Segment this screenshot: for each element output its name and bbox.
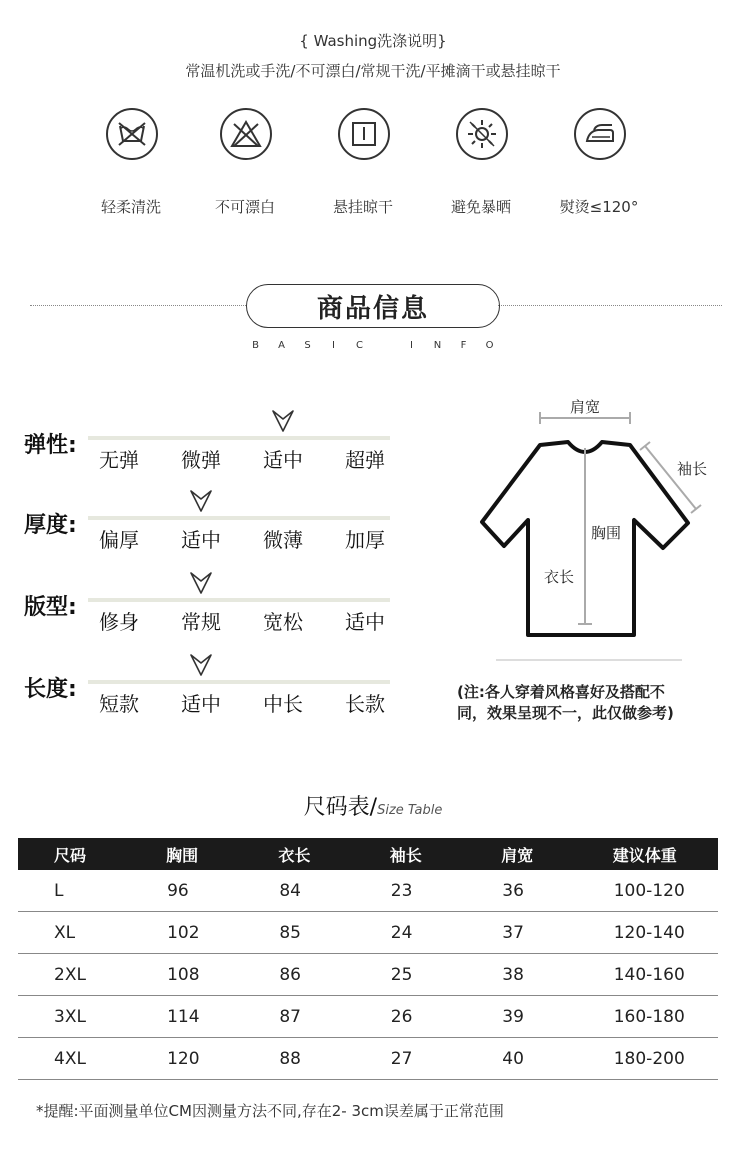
basic-info-title: 商品信息 [246, 284, 500, 328]
table-cell: XL [18, 912, 166, 954]
attribute-option: 修身 [99, 610, 139, 634]
size-table-title: 尺码表/Size Table [303, 795, 443, 820]
no-bleach-icon [220, 108, 272, 160]
table-cell: 114 [166, 996, 278, 1038]
table-cell: 120 [166, 1038, 278, 1080]
attribute-option: 超弹 [345, 448, 385, 472]
divider-left [30, 305, 246, 306]
attribute-label: 版型: [24, 595, 77, 620]
table-cell: 27 [390, 1038, 501, 1080]
table-cell: 4XL [18, 1038, 166, 1080]
measurement-remark: *提醒:平面测量单位CM因测量方法不同,存在2- 3cm误差属于正常范围 [36, 1102, 504, 1120]
length-label: 衣长 [544, 568, 575, 586]
attribute-option: 适中 [181, 692, 221, 716]
attribute-option: 短款 [99, 692, 139, 716]
table-cell: 38 [501, 954, 612, 996]
table-row [18, 870, 718, 912]
size-table-header: 袖长 [390, 838, 501, 870]
attribute-scale-bar [88, 516, 390, 520]
table-cell: 102 [166, 912, 278, 954]
table-cell: 88 [278, 1038, 389, 1080]
attribute-option: 中长 [263, 692, 303, 716]
selection-pointer-icon [188, 652, 214, 678]
table-cell: 87 [278, 996, 389, 1038]
attribute-option: 适中 [263, 448, 303, 472]
table-cell: 24 [390, 912, 501, 954]
table-cell: 84 [278, 870, 389, 912]
attribute-option: 加厚 [345, 528, 385, 552]
attribute-option: 无弹 [99, 448, 139, 472]
washing-label: 悬挂晾干 [332, 198, 393, 216]
hang-dry-icon [338, 108, 390, 160]
note-divider [496, 659, 682, 661]
iron-icon [574, 108, 626, 160]
table-row [18, 912, 718, 954]
washing-label: 熨烫≤120° [559, 198, 639, 216]
table-cell: 86 [278, 954, 389, 996]
table-row [18, 1038, 718, 1080]
table-cell: 36 [501, 870, 612, 912]
table-cell: L [18, 870, 166, 912]
selection-pointer-icon [188, 570, 214, 596]
table-cell: 120-140 [613, 912, 718, 954]
washing-label: 避免暴晒 [450, 198, 511, 216]
attribute-label: 厚度: [24, 513, 77, 538]
basic-info-subtitle: B A S I C I N F O [252, 340, 495, 351]
selection-pointer-icon [270, 408, 296, 434]
size-table-header: 建议体重 [613, 838, 718, 870]
sleeve-label: 袖长 [677, 460, 708, 478]
size-table-header: 肩宽 [501, 838, 612, 870]
attribute-option: 适中 [345, 610, 385, 634]
gentle-wash-icon [106, 108, 158, 160]
table-row [18, 954, 718, 996]
chest-label: 胸围 [591, 524, 622, 542]
table-cell: 40 [501, 1038, 612, 1080]
table-cell: 37 [501, 912, 612, 954]
table-cell: 85 [278, 912, 389, 954]
table-cell: 140-160 [613, 954, 718, 996]
attribute-scale-bar [88, 680, 390, 684]
table-cell: 39 [501, 996, 612, 1038]
attribute-option: 微弹 [181, 448, 221, 472]
attribute-option: 微薄 [263, 528, 303, 552]
table-cell: 160-180 [613, 996, 718, 1038]
table-cell: 25 [390, 954, 501, 996]
table-cell: 26 [390, 996, 501, 1038]
table-cell: 96 [166, 870, 278, 912]
washing-label: 轻柔清洗 [100, 198, 161, 216]
washing-title: { Washing洗涤说明} [299, 32, 447, 50]
reference-note: (注:各人穿着风格喜好及搭配不 同，效果呈现不一，此仅做参考) [457, 683, 674, 722]
attribute-scale-bar [88, 436, 390, 440]
attribute-option: 常规 [181, 610, 221, 634]
table-cell: 108 [166, 954, 278, 996]
size-table-header: 尺码 [18, 838, 166, 870]
table-cell: 23 [390, 870, 501, 912]
size-table-header: 胸围 [166, 838, 278, 870]
attribute-label: 长度: [24, 677, 77, 702]
garment-diagram [470, 390, 720, 650]
washing-subtitle: 常温机洗或手洗/不可漂白/常规干洗/平摊滴干或悬挂晾干 [185, 62, 561, 80]
attribute-option: 长款 [345, 692, 385, 716]
size-table-header: 衣长 [278, 838, 389, 870]
shoulder-label: 肩宽 [569, 398, 601, 416]
attribute-scale-bar [88, 598, 390, 602]
attribute-label: 弹性: [24, 433, 77, 458]
attribute-option: 宽松 [263, 610, 303, 634]
attribute-option: 适中 [181, 528, 221, 552]
table-cell: 3XL [18, 996, 166, 1038]
table-row [18, 996, 718, 1038]
size-table [18, 838, 718, 1080]
avoid-sun-icon [456, 108, 508, 160]
selection-pointer-icon [188, 488, 214, 514]
table-cell: 180-200 [613, 1038, 718, 1080]
table-cell: 100-120 [613, 870, 718, 912]
divider-right [498, 305, 722, 306]
table-cell: 2XL [18, 954, 166, 996]
washing-label: 不可漂白 [214, 198, 275, 216]
attribute-option: 偏厚 [99, 528, 139, 552]
